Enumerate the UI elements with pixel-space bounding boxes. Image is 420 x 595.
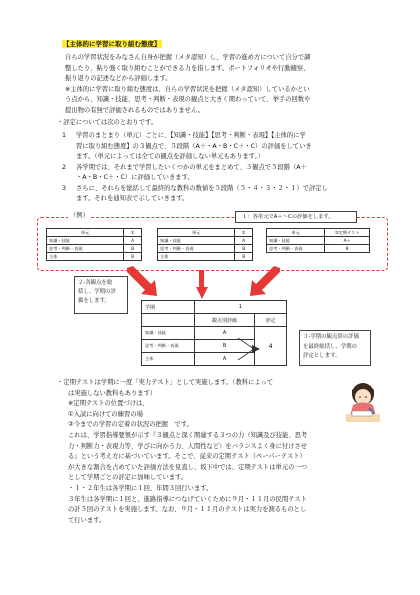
unit-table-1: 単元 ① 知識・技能 A 思考・判断・表現 B 主体 B (46, 228, 142, 261)
step-line: 学習のまとまり（単元）ごとに、【知識・技能】【思考・判断・表現】【主体的に学 (76, 132, 306, 139)
test-line: ・１・２年生は各学期に１回、年間３回行います。 (68, 485, 213, 492)
step-line: ・A・B・C＋・C）に評価していきます。 (76, 174, 194, 181)
intro-line: う点から、知識・技能、思考・判断・表現の観点と大きく関わっていて、挙手の回数や (65, 96, 311, 103)
test-line: は実施しない教科もあります） (68, 389, 157, 397)
test-line: として学期ごとの評定に加味しています。 (68, 474, 188, 482)
term-table: 学期 1 観点別評価 評定 知識・技能 A 4 思考・判断・表現 B 主体 A (141, 300, 287, 366)
intro-line: ※主体的に学習に取り組む態度は、自らの学習状況を把握（メタ認知）しているかとい (65, 85, 310, 93)
step-number: 3 (62, 184, 67, 192)
intro-line: 提出物の有無で評価されるものではありません。 (65, 106, 204, 114)
intro-line: 整したり、粘り強く取り組むことができる力を指します。ポートフォリオや行動観察、 (65, 64, 310, 72)
section-heading: 【主体的に学習に取り組む態度】 (63, 40, 161, 48)
step-line: さらに、それらを総括して最終的な教科の数値を５段階（５・４・３・２・１）で評定し (76, 184, 328, 192)
step-line: 習に取り組む態度】の３観点で、５段階（A＋・A・B・C＋・C）の評価をしていき (76, 142, 312, 150)
test-line: これは、学習指導要領が示す『３観点と深く関連する３つの力（知識及び技能、思考 (68, 432, 308, 439)
eval-lead: ・評定については次のとおりです。 (57, 119, 158, 126)
test-line: ・定期テストは学期に一度「実力テスト」として実施します。（教科によって (57, 379, 274, 386)
test-line: が大きな割合を占めていた評価方法を見直し、坂下中では、定期テストは単元の一つ (68, 463, 308, 471)
test-line: ①入試に向けての練習の場 (68, 410, 143, 418)
test-line: る』という考え方に基づいています。そこで、従来の定期テスト（ペーパーテスト） (68, 453, 306, 461)
test-line: ３年生は各学期に１回と、進路指導につなげていくために９月・１１月の民間テスト (68, 495, 307, 503)
example-label: （例） (70, 212, 89, 219)
unit-table-3: 単元 ③定期テスト 知識・技能 A＋ 思考・判断・表現 B (266, 228, 370, 253)
step-number: 1 (62, 132, 67, 139)
step-line: ます。（単元によっては全ての観点を評価しない単元もあります。） (76, 153, 264, 160)
test-line: ※定期テストの位置づけは、 (68, 400, 149, 408)
step-number: 2 (62, 163, 67, 171)
student-studying-illustration (338, 378, 388, 430)
callout-unit-eval: １：各単元でA＋～Cの評価をします。 (235, 211, 357, 223)
intro-line: 自らの学習状況をみなさん自身が把握（メタ認知）し、学習の進め方について自分で調 (65, 54, 311, 61)
unit-table-2: 単元 ② 知識・技能 A 思考・判断・表現 B 主体 B (157, 228, 253, 261)
test-line: 力・判断力・表現力等、学びに向かう力、人間性など）をバランスよく身に付けさせ (68, 442, 308, 450)
callout-final-grade: ３-学期の観点別の評価 を最終総括し、学期の 評定とします。 (299, 330, 371, 366)
test-line: ②今までの学習の定着の状況の把握 です。 (68, 421, 193, 429)
step-line: 各学期では、それまで学習したいくつかの単元をまとめて、３観点で５段階（A＋ (76, 163, 307, 171)
step-line: ます。それを通知表で示していきます。 (76, 195, 189, 202)
test-line: の計５回のテストを実施します。なお、９月・１１月のテストは実力を測るものとし (68, 506, 307, 514)
intro-line: 振り返りの記述などから評価します。 (65, 75, 172, 82)
callout-term-eval: ２-各観点を総 括し、学期の評 価をします。 (74, 276, 128, 314)
test-line: て行います。 (68, 516, 106, 524)
